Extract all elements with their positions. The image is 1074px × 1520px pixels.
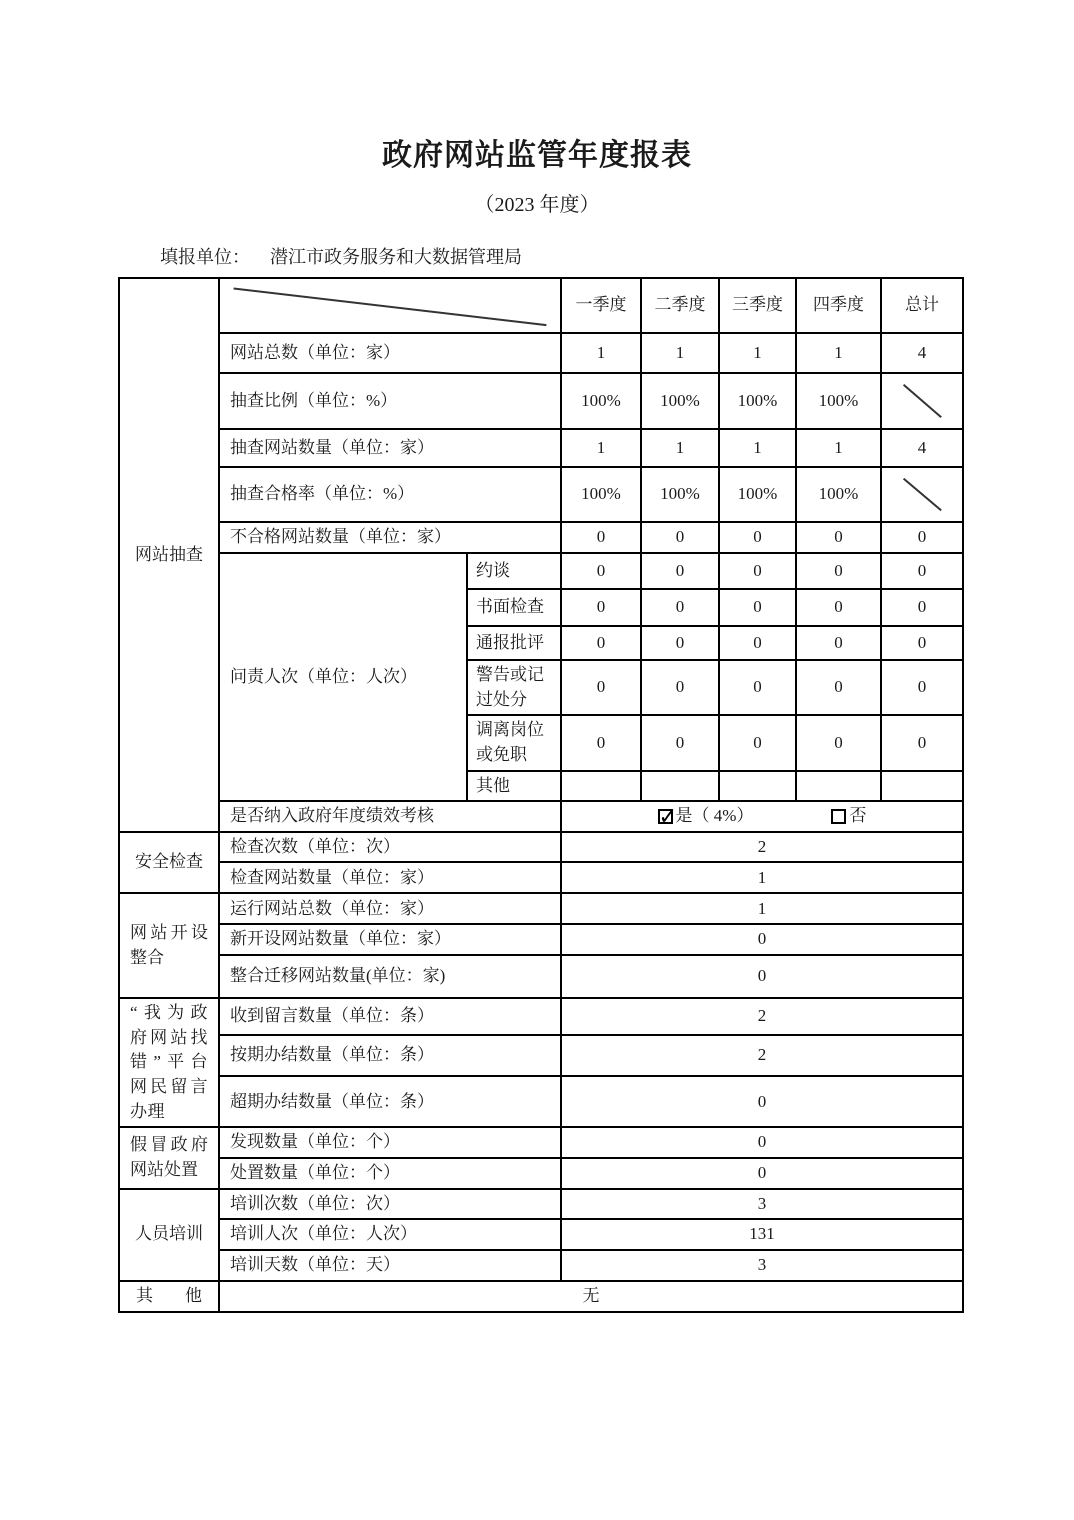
table-row [119,553,963,589]
group-cell-personnel-training: 人员培训 [119,1189,219,1281]
quarter-value: 0 [641,626,719,660]
reporting-unit-label: 填报单位： [160,247,250,267]
table-row [119,1158,963,1189]
table-row [119,467,963,522]
group-cell-feedback-platform: “我为政府网站找错”平台网民留言办理 [119,998,219,1127]
sub-row-label: 约谈 [467,553,561,589]
group-cell-website-setup: 网站开设整合 [119,893,219,998]
quarter-value: 100% [796,467,881,522]
page-title: 政府网站监管年度报表 [382,139,692,172]
merged-value: 2 [561,1035,963,1076]
row-label: 运行网站总数（单位：家） [219,893,561,924]
page-subtitle: （2023 年度） [474,194,600,216]
merged-value: 2 [561,832,963,863]
reporting-unit-name: 潜江市政务服务和大数据管理局 [270,247,522,267]
sub-row-label: 其他 [467,771,561,802]
yes-checkbox [658,804,754,829]
row-label: 培训次数（单位：次） [219,1189,561,1220]
merged-value: 131 [561,1219,963,1250]
total-value: 0 [881,715,963,770]
table-row [119,924,963,955]
sub-row-label: 通报批评 [467,626,561,660]
total-not-applicable-cell [881,467,963,522]
row-label: 网站总数（单位：家） [219,333,561,373]
quarter-value: 0 [719,589,796,626]
total-value: 4 [881,429,963,467]
sub-row-label: 书面检查 [467,589,561,626]
quarter-value: 100% [719,467,796,522]
quarter-value: 0 [641,553,719,589]
merged-value: 3 [561,1250,963,1281]
no-checkbox [831,804,866,829]
merged-value: 0 [561,955,963,998]
quarter-value: 100% [719,373,796,429]
row-label: 按期办结数量（单位：条） [219,1035,561,1076]
quarter-value: 0 [561,715,641,770]
row-label: 抽查比例（单位：%） [219,373,561,429]
yes-label: 是（ 4%） [675,806,754,826]
row-label: 培训人次（单位：人次） [219,1219,561,1250]
row-label: 超期办结数量（单位：条） [219,1076,561,1127]
quarter-value: 1 [796,333,881,373]
quarter-value: 0 [719,522,796,553]
table-row [119,1250,963,1281]
row-label: 发现数量（单位：个） [219,1127,561,1158]
quarter-value: 0 [719,660,796,715]
merged-value: 1 [561,893,963,924]
total-value: 0 [881,553,963,589]
merged-value: 3 [561,1189,963,1220]
merged-value: 2 [561,998,963,1035]
quarter-value: 100% [561,467,641,522]
column-header-q1: 一季度 [561,278,641,333]
row-label: 不合格网站数量（单位：家） [219,522,561,553]
table-row [119,278,963,333]
row-label: 处置数量（单位：个） [219,1158,561,1189]
accountability-label: 问责人次（单位：人次） [219,553,467,801]
total-value [881,771,963,802]
column-header-q2: 二季度 [641,278,719,333]
table-row [119,955,963,998]
quarter-value [719,771,796,802]
quarter-value: 0 [796,660,881,715]
quarter-value: 0 [796,626,881,660]
total-not-applicable-cell [881,373,963,429]
quarter-value: 0 [796,589,881,626]
table-row [119,1076,963,1127]
merged-value: 0 [561,1158,963,1189]
row-label: 检查网站数量（单位：家） [219,862,561,893]
checked-checkbox-icon [658,809,673,824]
table-row [119,862,963,893]
quarter-value [796,771,881,802]
merged-value: 0 [561,1127,963,1158]
table-row [119,1035,963,1076]
quarter-value: 0 [796,553,881,589]
quarter-value: 100% [641,373,719,429]
group-cell-website-inspection: 网站抽查 [119,278,219,832]
assessment-label: 是否纳入政府年度绩效考核 [219,801,561,832]
merged-value: 0 [561,924,963,955]
quarter-value: 0 [719,715,796,770]
row-label: 新开设网站数量（单位：家） [219,924,561,955]
merged-value: 0 [561,1076,963,1127]
no-label: 否 [849,806,867,826]
quarter-value: 100% [561,373,641,429]
quarter-value: 0 [561,660,641,715]
quarter-value [561,771,641,802]
group-cell-other: 其他 [119,1281,219,1312]
header-diagonal-cell [219,278,561,333]
table-row [119,522,963,553]
reporting-unit-line [160,244,1074,270]
quarter-value: 100% [641,467,719,522]
group-cell-fake-website: 假冒政府网站处置 [119,1127,219,1188]
quarter-value: 0 [641,715,719,770]
quarter-value: 0 [796,715,881,770]
quarter-value: 0 [561,626,641,660]
group-cell-security-check: 安全检查 [119,832,219,894]
assessment-value-cell [561,801,963,832]
table-row [119,893,963,924]
unchecked-checkbox-icon [831,809,846,824]
table-row [119,429,963,467]
total-value: 0 [881,660,963,715]
quarter-value: 1 [561,333,641,373]
sub-row-label: 警告或记过处分 [467,660,561,715]
table-row [119,832,963,863]
table-row [119,373,963,429]
total-value: 0 [881,589,963,626]
quarter-value: 1 [561,429,641,467]
quarter-value: 0 [641,660,719,715]
quarter-value: 1 [719,333,796,373]
table-row [119,998,963,1035]
table-row [119,1219,963,1250]
not-applicable-slash-icon [882,468,962,521]
quarter-value: 0 [719,553,796,589]
diagonal-line-icon [220,279,560,332]
row-label: 培训天数（单位：天） [219,1250,561,1281]
not-applicable-slash-icon [882,374,962,428]
quarter-value: 0 [561,589,641,626]
quarter-value: 0 [719,626,796,660]
sub-row-label: 调离岗位或免职 [467,715,561,770]
quarter-value: 1 [719,429,796,467]
row-label: 整合迁移网站数量(单位：家) [219,955,561,998]
quarter-value: 0 [796,522,881,553]
quarter-value: 100% [796,373,881,429]
quarter-value: 1 [641,333,719,373]
column-header-total: 总计 [881,278,963,333]
row-label: 检查次数（单位：次） [219,832,561,863]
merged-value: 无 [219,1281,963,1312]
table-row [119,333,963,373]
quarter-value: 0 [561,553,641,589]
column-header-q4: 四季度 [796,278,881,333]
table-row [119,801,963,832]
quarter-value: 0 [641,522,719,553]
quarter-value: 0 [641,589,719,626]
quarter-value: 1 [641,429,719,467]
merged-value: 1 [561,862,963,893]
total-value: 4 [881,333,963,373]
report-table [118,277,964,1313]
table-row [119,1127,963,1158]
row-label: 抽查网站数量（单位：家） [219,429,561,467]
column-header-q3: 三季度 [719,278,796,333]
total-value: 0 [881,626,963,660]
table-row [119,1189,963,1220]
row-label: 收到留言数量（单位：条） [219,998,561,1035]
row-label: 抽查合格率（单位：%） [219,467,561,522]
total-value: 0 [881,522,963,553]
quarter-value [641,771,719,802]
quarter-value: 1 [796,429,881,467]
quarter-value: 0 [561,522,641,553]
table-row [119,1281,963,1312]
